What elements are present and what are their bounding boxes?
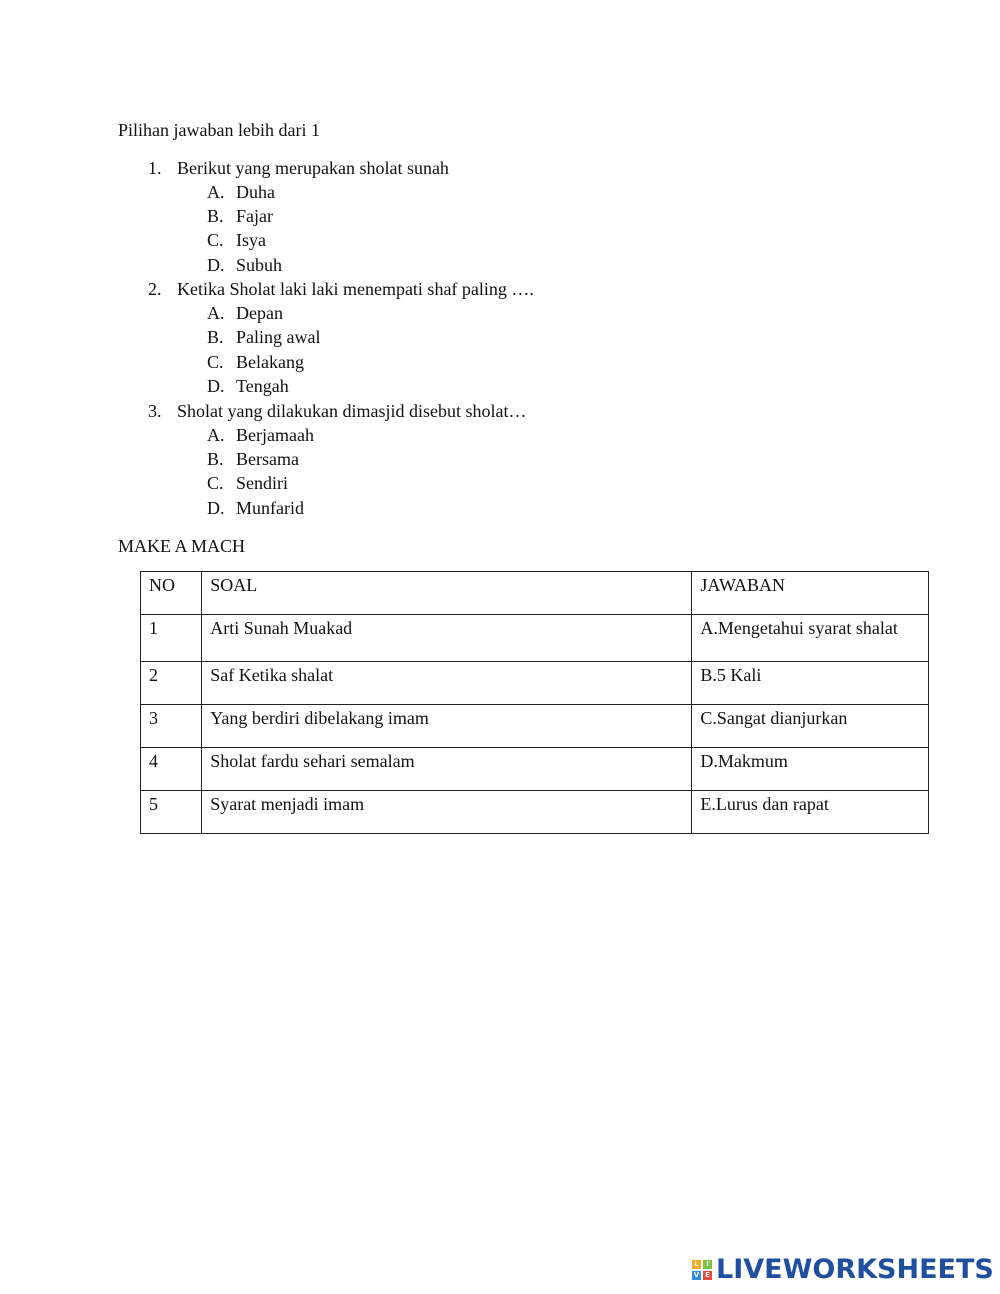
- logo-grid-icon: [692, 1260, 712, 1280]
- table-row: [141, 705, 929, 748]
- q2-option-d-letter: D.: [207, 376, 225, 396]
- header-soal: SOAL: [202, 572, 692, 615]
- question-1-text: Berikut yang merupakan sholat sunah: [177, 158, 449, 178]
- q3-option-c[interactable]: Sendiri: [236, 473, 288, 493]
- row-soal[interactable]: Arti Sunah Muakad: [202, 615, 692, 662]
- instruction-heading: Pilihan jawaban lebih dari 1: [118, 120, 320, 140]
- q2-option-b-letter: B.: [207, 327, 224, 347]
- q2-option-a[interactable]: Depan: [236, 303, 283, 323]
- row-soal[interactable]: Saf Ketika shalat: [202, 662, 692, 705]
- table-row: [141, 791, 929, 834]
- header-jawaban: JAWABAN: [692, 572, 929, 615]
- row-no: 4: [141, 748, 202, 791]
- question-3-number: 3.: [148, 401, 162, 421]
- q1-option-c-letter: C.: [207, 230, 224, 250]
- q1-option-c[interactable]: Isya: [236, 230, 266, 250]
- q1-option-b[interactable]: Fajar: [236, 206, 273, 226]
- row-soal[interactable]: Sholat fardu sehari semalam: [202, 748, 692, 791]
- table-row: [141, 662, 929, 705]
- match-table: [140, 571, 929, 834]
- row-jawaban[interactable]: C.Sangat dianjurkan: [692, 705, 929, 748]
- q2-option-c-letter: C.: [207, 352, 224, 372]
- logo-cell-i: I: [703, 1260, 712, 1269]
- logo-cell-l: L: [692, 1260, 701, 1269]
- row-no: 1: [141, 615, 202, 662]
- q3-option-a-letter: A.: [207, 425, 225, 445]
- row-jawaban[interactable]: E.Lurus dan rapat: [692, 791, 929, 834]
- row-soal[interactable]: Syarat menjadi imam: [202, 791, 692, 834]
- table-row: [141, 615, 929, 662]
- table-row: [141, 748, 929, 791]
- row-no: 3: [141, 705, 202, 748]
- q2-option-c[interactable]: Belakang: [236, 352, 304, 372]
- match-title: MAKE A MACH: [118, 536, 246, 556]
- row-no: 2: [141, 662, 202, 705]
- q1-option-a[interactable]: Duha: [236, 182, 275, 202]
- row-no: 5: [141, 791, 202, 834]
- liveworksheets-logo: [692, 1255, 994, 1285]
- question-2-text: Ketika Sholat laki laki menempati shaf paling ….: [177, 279, 534, 299]
- question-3-text: Sholat yang dilakukan dimasjid disebut sholat…: [177, 401, 527, 421]
- q1-option-d-letter: D.: [207, 255, 225, 275]
- q2-option-b[interactable]: Paling awal: [236, 327, 321, 347]
- q3-option-b[interactable]: Bersama: [236, 449, 299, 469]
- q2-option-d[interactable]: Tengah: [236, 376, 289, 396]
- row-jawaban[interactable]: A.Mengetahui syarat shalat: [692, 615, 929, 662]
- q2-option-a-letter: A.: [207, 303, 225, 323]
- logo-cell-e: E: [703, 1271, 712, 1280]
- q1-option-d[interactable]: Subuh: [236, 255, 283, 275]
- logo-text: LIVEWORKSHEETS: [716, 1254, 994, 1285]
- q3-option-d[interactable]: Munfarid: [236, 498, 304, 518]
- question-2-number: 2.: [148, 279, 162, 299]
- row-jawaban[interactable]: D.Makmum: [692, 748, 929, 791]
- question-1-number: 1.: [148, 158, 162, 178]
- q1-option-b-letter: B.: [207, 206, 224, 226]
- q3-option-d-letter: D.: [207, 498, 225, 518]
- q1-option-a-letter: A.: [207, 182, 225, 202]
- row-jawaban[interactable]: B.5 Kali: [692, 662, 929, 705]
- q3-option-c-letter: C.: [207, 473, 224, 493]
- header-no: NO: [141, 572, 202, 615]
- row-soal[interactable]: Yang berdiri dibelakang imam: [202, 705, 692, 748]
- q3-option-b-letter: B.: [207, 449, 224, 469]
- logo-cell-v: V: [693, 1271, 700, 1279]
- table-header-row: [141, 572, 929, 615]
- q3-option-a[interactable]: Berjamaah: [236, 425, 314, 445]
